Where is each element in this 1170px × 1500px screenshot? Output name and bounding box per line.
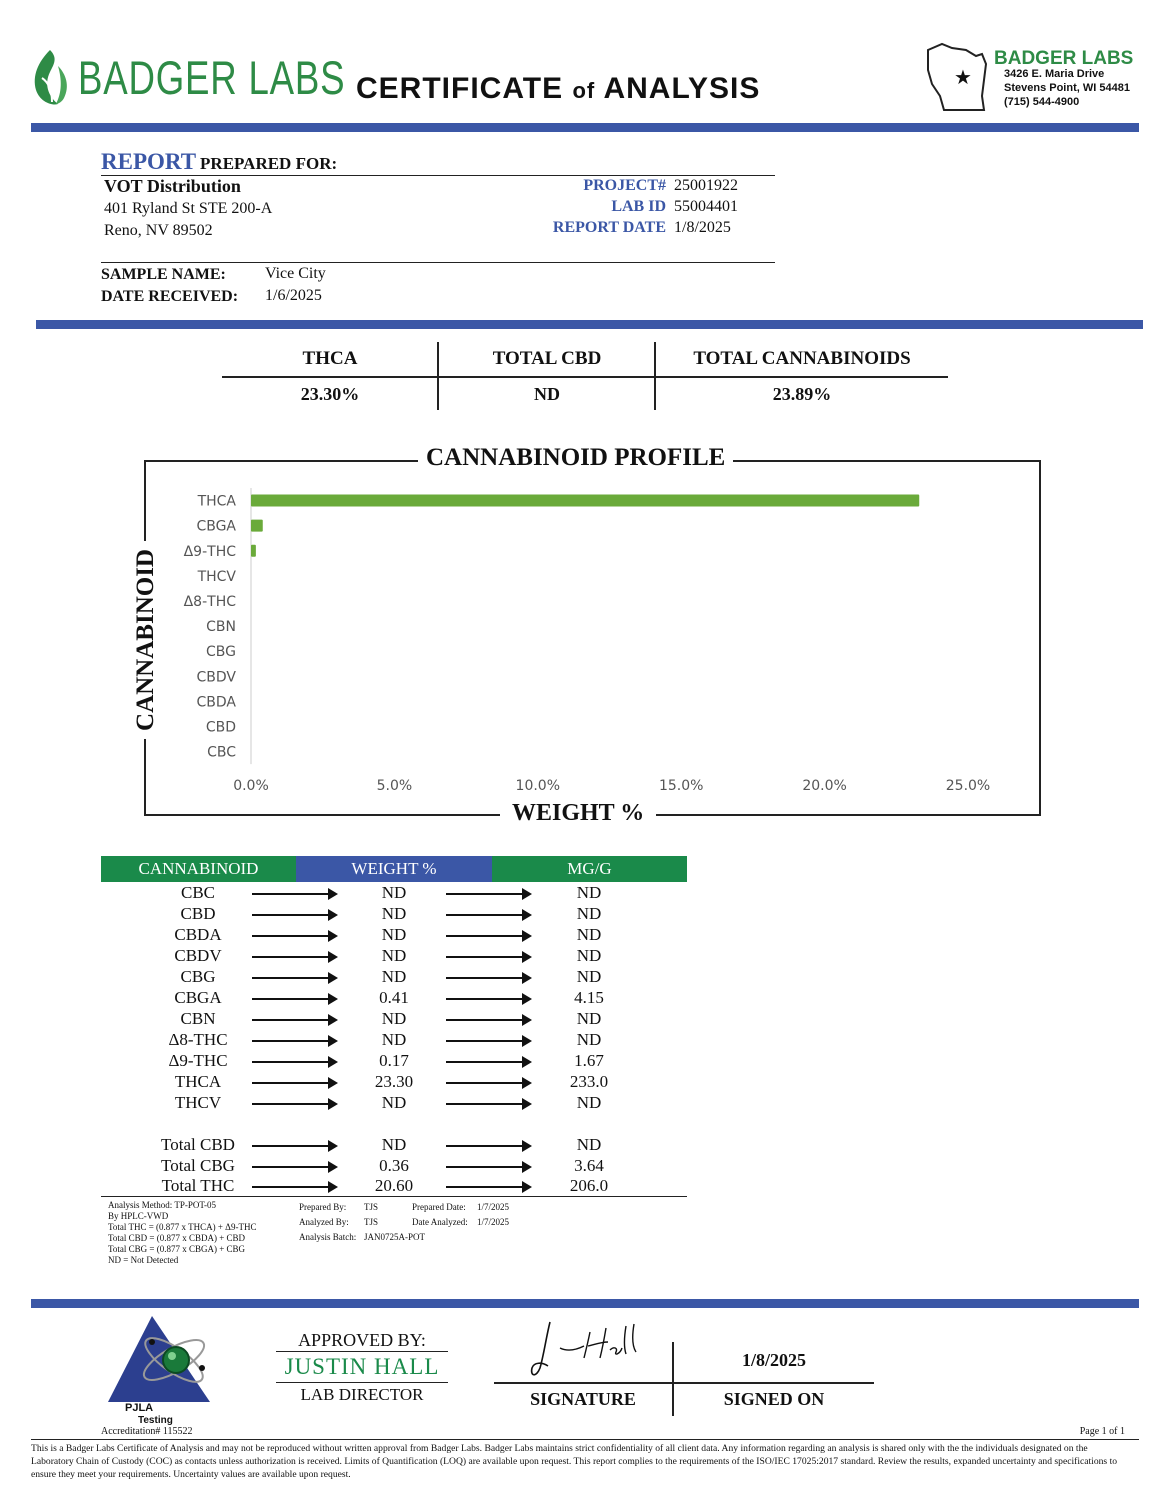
arrow-icon	[446, 1166, 530, 1168]
weight-value: ND	[381, 1135, 407, 1154]
signature-rule	[494, 1382, 874, 1384]
summary-header-total-cannabinoids: TOTAL CANNABINOIDS	[693, 348, 911, 369]
mgg-value: ND	[576, 1135, 602, 1154]
mgg-value: ND	[576, 967, 602, 986]
table-row	[100, 1030, 690, 1051]
mgg-value: ND	[576, 946, 602, 965]
summary-value-total-cbd: ND	[534, 384, 560, 404]
table-row	[100, 1009, 690, 1030]
chart-title: CANNABINOID PROFILE	[418, 444, 733, 472]
summary-header-total-cbd: TOTAL CBD	[492, 348, 602, 369]
client-divider	[36, 320, 1143, 329]
report-prepared-for: REPORT PREPARED FOR:	[101, 149, 338, 174]
leaf-logo-icon	[28, 48, 72, 108]
weight-value: ND	[381, 1030, 407, 1049]
category-label: Δ8-THC	[183, 593, 236, 610]
date-received-label: DATE RECEIVED:	[101, 288, 239, 305]
total-row	[100, 1156, 690, 1177]
arrow-icon	[446, 1061, 530, 1063]
total-row	[100, 1176, 690, 1197]
arrow-icon	[252, 1019, 336, 1021]
arrow-icon	[252, 1061, 336, 1063]
cannabinoid-name: Total THC	[161, 1176, 235, 1195]
category-label: CBGA	[196, 518, 236, 535]
arrow-icon	[446, 1145, 530, 1147]
signature-image	[526, 1318, 650, 1382]
mgg-value: ND	[576, 883, 602, 902]
disclaimer-text: This is a Badger Labs Certificate of Analysis and may not be reproduced without written approval from Badger Labs. Badger Labs maintains strict confidentiality of all client data. Any information regarding an analysis is shared only with the the individuals designated on the Laboratory Chain of Custody (COC) as contacts unless authorization is received. Limits of Quantification (LOQ) are available upon request. This report complies to the requirements of the ISO/IEC 17025:2017 standard. Review the results, expanded uncertainty and specifications to ensure they meet your requirements. Uncertainty values are available upon request.	[31, 1443, 1118, 1480]
pjla-accreditation-icon	[104, 1312, 216, 1408]
approver-name: JUSTIN HALL	[284, 1354, 440, 1379]
approver-title: LAB DIRECTOR	[300, 1385, 424, 1404]
logo-text: BADGER LABS	[78, 51, 346, 104]
table-row	[100, 988, 690, 1009]
arrow-icon	[252, 914, 336, 916]
mgg-value: 3.64	[574, 1155, 604, 1175]
mgg-value: 4.15	[574, 988, 604, 1007]
mgg-value: ND	[576, 1093, 602, 1112]
category-label: THCA	[197, 493, 236, 510]
signed-date: 1/8/2025	[741, 1350, 806, 1370]
signed-on-label: SIGNED ON	[723, 1389, 825, 1409]
arrow-icon	[252, 977, 336, 979]
x-tick-label: 25.0%	[945, 778, 991, 794]
category-label: CBD	[205, 719, 236, 736]
arrow-icon	[252, 893, 336, 895]
cannabinoid-name: Δ8-THC	[168, 1030, 228, 1049]
weight-value: 20.60	[374, 1176, 414, 1195]
lab-address-1: 3426 E. Maria Drive	[1004, 68, 1105, 80]
client-bottom-rule	[101, 262, 775, 263]
method-notes: Analysis Method: TP-POT-05 By HPLC-VWD Total THC = (0.877 x THCA) + Δ9-THC Total CBD = (0.877 x CBDA) + CBD Total CBG = (0.877 x CBGA) + CBG ND = Not Detected	[108, 1200, 257, 1265]
bar-cbga	[251, 520, 263, 532]
svg-text:★: ★	[954, 65, 972, 89]
arrow-icon	[446, 998, 530, 1000]
x-tick-label: 20.0%	[802, 778, 847, 794]
arrow-icon	[252, 1082, 336, 1084]
batch-value: JAN0725A-POT	[364, 1232, 426, 1242]
cannabinoid-name: CBGA	[174, 988, 222, 1007]
arrow-icon	[446, 935, 530, 937]
cannabinoid-name: CBD	[180, 904, 216, 923]
arrow-icon	[446, 1082, 530, 1084]
table-row	[100, 946, 690, 967]
arrow-icon	[252, 935, 336, 937]
x-tick-label: 15.0%	[658, 778, 704, 794]
arrow-icon	[252, 956, 336, 958]
arrow-icon	[446, 893, 530, 895]
weight-value: ND	[381, 883, 407, 902]
summary-value-thca: 23.30%	[300, 384, 360, 404]
weight-value: ND	[381, 1093, 407, 1112]
batch-label: Analysis Batch:	[299, 1232, 357, 1242]
category-label: CBN	[206, 619, 236, 636]
arrow-icon	[252, 1040, 336, 1042]
mgg-value: 206.0	[569, 1176, 609, 1195]
project-label: PROJECT#	[583, 177, 666, 194]
weight-value: 0.41	[379, 988, 409, 1007]
arrow-icon	[252, 1186, 336, 1188]
arrow-icon	[446, 956, 530, 958]
arrow-icon	[252, 998, 336, 1000]
table-row	[100, 883, 690, 904]
arrow-icon	[446, 914, 530, 916]
table-row	[100, 925, 690, 946]
cannabinoid-name: CBDA	[174, 925, 222, 944]
weight-value: 23.30	[374, 1072, 414, 1091]
wisconsin-map-icon	[922, 40, 996, 114]
cannabinoid-name: Δ9-THC	[168, 1051, 228, 1070]
table-header-mgg: MG/G	[492, 856, 687, 882]
project-value: 25001922	[674, 177, 738, 194]
arrow-icon	[252, 1145, 336, 1147]
prepared-date-label: Prepared Date:	[412, 1202, 466, 1212]
sample-name-value: Vice City	[265, 265, 326, 282]
category-label: THCV	[197, 568, 236, 585]
pjla-text: PJLA	[125, 1402, 154, 1414]
table-row	[100, 1051, 690, 1072]
report-date-value: 1/8/2025	[674, 219, 731, 236]
signature-label: SIGNATURE	[530, 1389, 636, 1409]
disclaimer-rule	[31, 1439, 1139, 1440]
client-name: VOT Distribution	[104, 176, 241, 196]
summary-rule	[222, 376, 948, 378]
cannabinoid-name: CBN	[180, 1009, 216, 1028]
sample-name-label: SAMPLE NAME:	[101, 266, 226, 283]
x-tick-label: 10.0%	[515, 778, 561, 794]
bar--9-thc	[251, 545, 256, 557]
mgg-value: ND	[576, 904, 602, 923]
arrow-icon	[252, 1166, 336, 1168]
labid-value: 55004401	[674, 198, 738, 215]
analyzed-date-label: Date Analyzed:	[412, 1217, 468, 1227]
accreditation-number: Accreditation# 115522	[101, 1426, 193, 1437]
report-date-label: REPORT DATE	[552, 219, 666, 236]
analyzed-date-value: 1/7/2025	[477, 1217, 510, 1227]
cannabinoid-name: CBG	[180, 967, 216, 986]
category-label: CBG	[206, 644, 236, 661]
weight-value: ND	[381, 925, 407, 944]
table-row	[100, 904, 690, 925]
weight-value: 0.17	[379, 1051, 409, 1070]
lab-phone: (715) 544-4900	[1004, 96, 1080, 108]
weight-value: 0.36	[379, 1155, 409, 1175]
cannabinoid-name: Total CBG	[161, 1155, 235, 1175]
date-received-value: 1/6/2025	[265, 287, 322, 304]
mgg-value: ND	[576, 1009, 602, 1028]
x-tick-label: 0.0%	[233, 778, 269, 794]
table-row	[100, 1093, 690, 1114]
arrow-icon	[446, 1040, 530, 1042]
category-label: Δ9-THC	[183, 543, 236, 560]
mgg-value: 1.67	[574, 1051, 604, 1070]
arrow-icon	[446, 1019, 530, 1021]
mgg-value: 233.0	[569, 1072, 609, 1091]
chart-xlabel: WEIGHT %	[500, 800, 656, 827]
cannabinoid-name: CBDV	[174, 946, 222, 965]
logo	[28, 46, 346, 110]
bar-thca	[251, 495, 919, 507]
weight-value: ND	[381, 946, 407, 965]
category-label: CBC	[207, 744, 236, 761]
chart-ylabel: CANNABINOID	[132, 541, 160, 739]
arrow-icon	[446, 1103, 530, 1105]
table-bottom-rule	[101, 1196, 687, 1197]
category-label: CBDA	[196, 694, 236, 711]
approved-rule-2	[276, 1382, 448, 1383]
summary-value-total-cannabinoids: 23.89%	[772, 384, 832, 404]
arrow-icon	[446, 1186, 530, 1188]
table-header-weight: WEIGHT %	[296, 856, 492, 882]
summary-header-thca: THCA	[302, 348, 358, 369]
weight-value: ND	[381, 904, 407, 923]
table-row	[100, 1072, 690, 1093]
client-address-1: 401 Ryland St STE 200-A	[104, 200, 273, 217]
arrow-icon	[252, 1103, 336, 1105]
header-divider	[31, 123, 1139, 132]
document-title: CERTIFICATE of ANALYSIS	[356, 72, 761, 105]
footer-divider	[31, 1299, 1139, 1308]
lab-address-2: Stevens Point, WI 54481	[1004, 82, 1130, 94]
prepared-date-value: 1/7/2025	[477, 1202, 510, 1212]
cannabinoid-profile-chart	[150, 480, 1030, 800]
prepared-by-label: Prepared By:	[299, 1202, 347, 1212]
cannabinoid-name: Total CBD	[161, 1135, 235, 1154]
analyzed-by-label: Analyzed By:	[299, 1217, 349, 1227]
pjla-testing-text: Testing	[138, 1415, 173, 1426]
cannabinoid-name: CBC	[180, 883, 216, 902]
labid-label: LAB ID	[611, 198, 666, 215]
weight-value: ND	[381, 1009, 407, 1028]
x-tick-label: 5.0%	[376, 778, 413, 794]
arrow-icon	[446, 977, 530, 979]
weight-value: ND	[381, 967, 407, 986]
analyzed-by-value: TJS	[364, 1217, 379, 1227]
cannabinoid-name: THCA	[174, 1072, 222, 1091]
lab-name: BADGER LABS	[994, 48, 1134, 69]
page-number: Page 1 of 1	[1079, 1426, 1125, 1437]
table-row	[100, 967, 690, 988]
mgg-value: ND	[576, 925, 602, 944]
cannabinoid-name: THCV	[174, 1093, 222, 1112]
total-row	[100, 1135, 690, 1156]
table-header-cannabinoid: CANNABINOID	[101, 856, 296, 882]
prepared-by-value: TJS	[364, 1202, 379, 1212]
category-label: CBDV	[196, 669, 236, 686]
approved-by-label: APPROVED BY:	[298, 1330, 426, 1350]
client-address-2: Reno, NV 89502	[104, 222, 213, 239]
mgg-value: ND	[576, 1030, 602, 1049]
approved-rule-1	[276, 1351, 448, 1352]
